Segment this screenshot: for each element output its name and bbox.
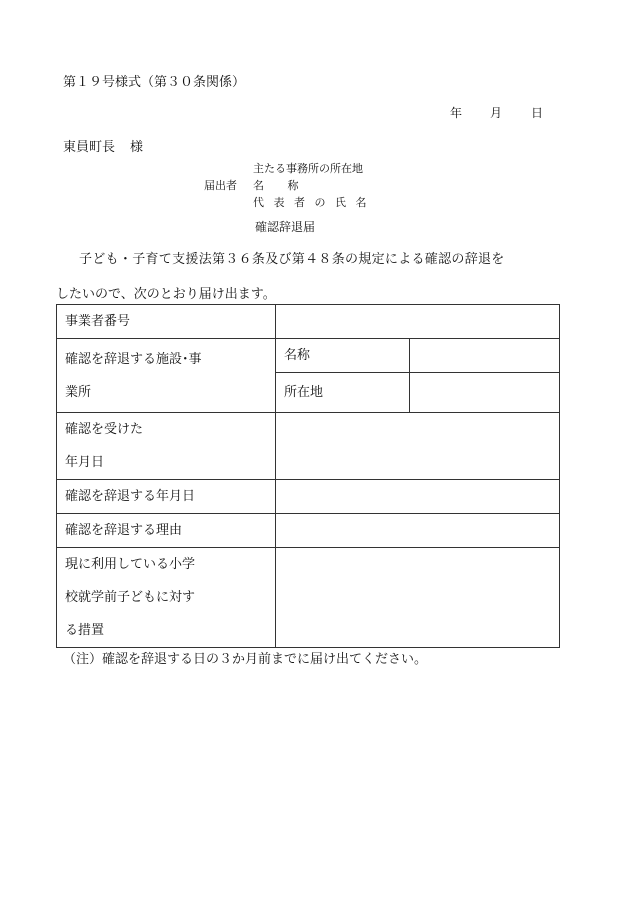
table-input-withdrawal-date[interactable]	[276, 480, 560, 514]
table-row	[57, 514, 560, 548]
table-label-withdrawal-date: 確認を辞退する年月日	[57, 480, 276, 514]
table-label-measures	[57, 548, 276, 648]
table-sublabel-name: 名称	[276, 339, 410, 373]
table-label-facility-line-2: 業所	[65, 384, 92, 400]
table-sublabel-address: 所在地	[276, 373, 410, 413]
date-month: 月	[490, 106, 503, 120]
table-input-withdrawal-reason[interactable]	[276, 514, 560, 548]
document-title: 確認辞退届	[255, 220, 316, 234]
notifier-label: 届出者	[204, 179, 237, 192]
table-input-measures[interactable]	[276, 548, 560, 648]
addressee: 東員町長	[63, 140, 116, 155]
body-text-line-2: したいので、次のとおり届け出ます。	[56, 287, 276, 302]
body-text-line-1: 子ども・子育て支援法第３６条及び第４８条の規定による確認の辞退を	[79, 252, 505, 267]
table-label-confirmation-date	[57, 413, 276, 480]
table-input-business-number[interactable]	[276, 305, 560, 339]
table-row	[57, 548, 560, 648]
table-input-facility-name[interactable]	[410, 339, 560, 373]
table-row	[57, 413, 560, 480]
table-label-facility-line-1: 確認を辞退する施設･事	[65, 351, 202, 367]
table-label-measures-line-1: 現に利用している小学	[65, 557, 196, 572]
notifier-field-office-address: 主たる事務所の所在地	[253, 162, 363, 175]
table-label-business-number: 事業者番号	[57, 305, 276, 339]
notifier-field-name: 名 称	[253, 179, 299, 192]
table-input-confirmation-date[interactable]	[276, 413, 560, 480]
form-table	[56, 304, 560, 648]
table-row	[57, 305, 560, 339]
form-number: 第１９号様式（第３０条関係）	[63, 75, 246, 90]
table-input-facility-address[interactable]	[410, 373, 560, 413]
table-label-facility	[57, 339, 276, 413]
table-row	[57, 480, 560, 514]
table-row	[57, 339, 560, 373]
footnote: （注）確認を辞退する日の３か月前までに届け出てください。	[63, 652, 428, 667]
table-label-measures-line-3: る措置	[65, 623, 105, 638]
table-label-withdrawal-reason: 確認を辞退する理由	[57, 514, 276, 548]
date-year: 年	[450, 106, 463, 120]
table-label-confirmation-date-line-2: 年月日	[65, 455, 105, 470]
date-day: 日	[531, 106, 544, 120]
table-label-measures-line-2: 校就学前子どもに対す	[65, 590, 196, 605]
addressee-honorific: 様	[130, 140, 144, 155]
table-label-confirmation-date-line-1: 確認を受けた	[65, 422, 144, 437]
notifier-field-representative: 代 表 者 の 氏 名	[253, 196, 370, 209]
